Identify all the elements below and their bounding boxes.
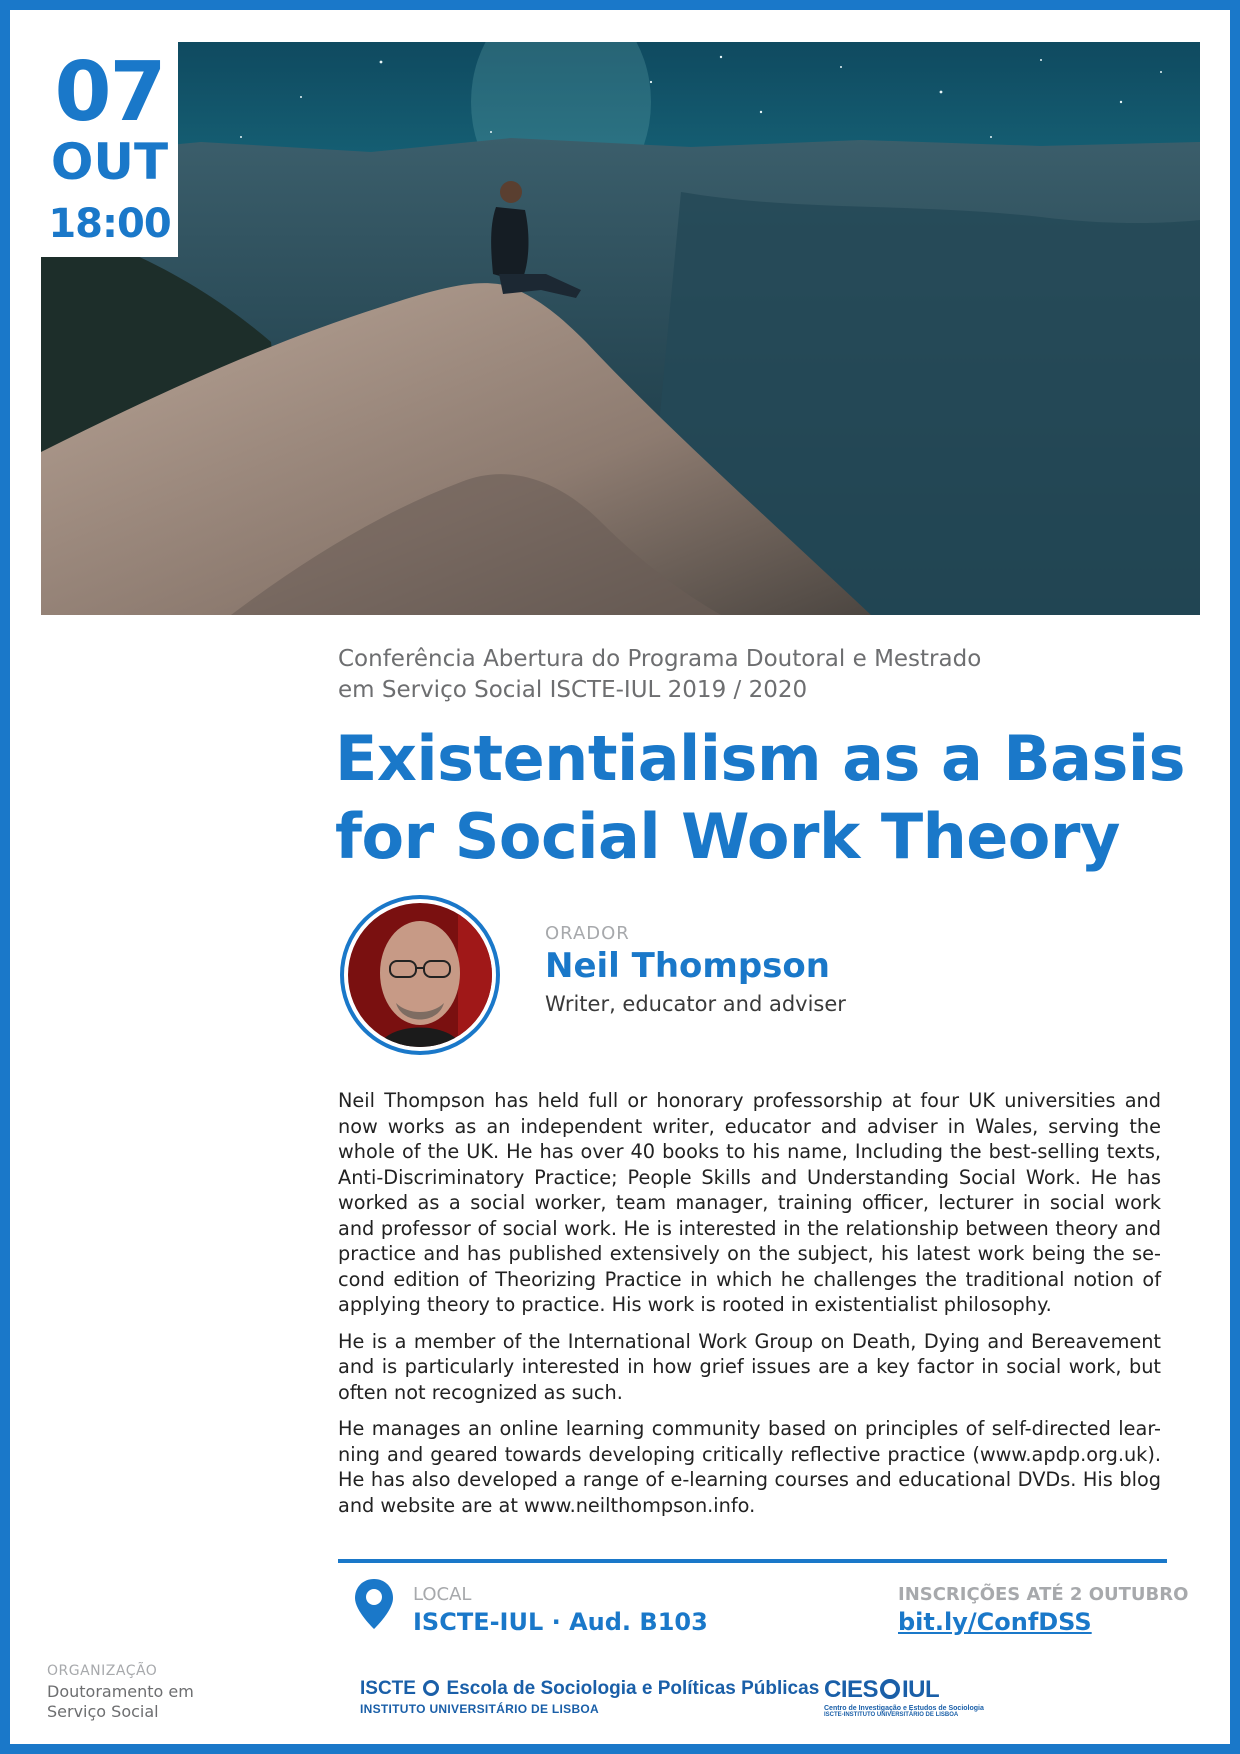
gear-logo-icon	[880, 1679, 900, 1699]
iscte-logo-name: ISCTE	[360, 1678, 416, 1699]
organization-line-2: Serviço Social	[47, 1702, 159, 1721]
speaker-photo	[348, 903, 492, 1047]
organization-label: ORGANIZAÇÃO	[47, 1663, 158, 1679]
bio-paragraph-2: He is a member of the International Work Group on Death, Dying and Bereavement and is particularly interested in how grief issues are a key factor in social work, but often not recognized as such.	[338, 1329, 1161, 1404]
map-pin-icon	[353, 1577, 395, 1635]
speaker-name: Neil Thompson	[545, 946, 830, 986]
gear-logo-icon	[423, 1680, 439, 1696]
registration-link[interactable]: bit.ly/ConfDSS	[898, 1608, 1092, 1636]
event-month: OUT	[50, 133, 169, 191]
event-date-box	[41, 42, 178, 257]
speaker-biography	[338, 1088, 1161, 1529]
registration-label: INSCRIÇÕES ATÉ 2 OUTUBRO	[898, 1584, 1189, 1605]
iscte-logo-school: Escola de Sociologia e Políticas Públicas	[446, 1678, 820, 1699]
subtitle-line-2: em Serviço Social ISCTE-IUL 2019 / 2020	[338, 677, 808, 703]
event-day: 07	[54, 45, 165, 140]
divider-line	[338, 1559, 1167, 1563]
cies-logo-a: CIES	[824, 1676, 879, 1703]
location-label: LOCAL	[413, 1584, 472, 1605]
hero-photo	[41, 42, 1200, 615]
speaker-role: Writer, educator and adviser	[545, 992, 846, 1016]
title-line-2: for Social Work Theory	[335, 800, 1120, 873]
location-value: ISCTE-IUL · Aud. B103	[413, 1608, 708, 1636]
lecture-title	[335, 720, 1215, 876]
cies-logo-subtitle-2: ISCTE-INSTITUTO UNIVERSITÁRIO DE LISBOA	[824, 1712, 959, 1718]
iscte-logo	[360, 1678, 819, 1716]
organization-name	[47, 1682, 237, 1722]
subtitle-line-1: Conferência Abertura do Programa Doutoral e Mestrado	[338, 646, 982, 672]
event-time: 18:00	[48, 201, 171, 247]
mountain-night-illustration	[41, 42, 1200, 615]
iscte-logo-subtitle: INSTITUTO UNIVERSITÁRIO DE LISBOA	[360, 1702, 600, 1716]
title-line-1: Existentialism as a Basis	[335, 722, 1186, 795]
organization-line-1: Doutoramento em	[47, 1682, 194, 1701]
speaker-label: ORADOR	[545, 923, 630, 944]
cies-logo	[824, 1676, 984, 1718]
speaker-avatar	[340, 895, 500, 1055]
bio-paragraph-1: Neil Thompson has held full or honorary professorship at four UK universities and now works as an independent writer, educator and adviser in Wales, serving the whole of the UK. He has over 40 books to his name, Including the best-selling texts, Anti-Discriminatory Practice; People Skills and Understanding Social Work. He has worked as a social worker, team manager, training officer, lecturer in social work and professor of social work. He is interested in the relationship between theory and practice and has published extensively on the subject, his latest work being the se-cond edition of Theorizing Practice in which he challenges the traditional notion of applying theory to practice. His work is rooted in existentialist philosophy.	[338, 1089, 1161, 1316]
conference-subtitle	[338, 644, 1138, 706]
bio-paragraph-3: He manages an online learning community based on principles of self-directed lear-ning and geared towards developing critically reflective practice (www.apdp.org.uk). He has also developed a range of e-learning courses and educational DVDs. His blog and website are at www.neilthompson.info.	[338, 1417, 1161, 1517]
cies-logo-b: IUL	[902, 1676, 940, 1703]
cies-logo-subtitle-1: Centro de Investigação e Estudos de Sociologia	[824, 1705, 984, 1712]
